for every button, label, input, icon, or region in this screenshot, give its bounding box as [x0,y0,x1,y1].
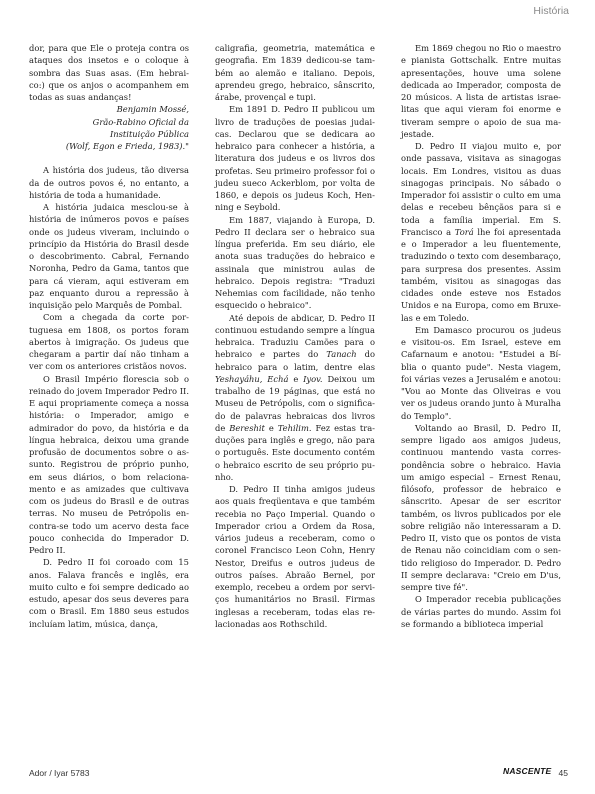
citation-author: Benjamin Mossé, [116,104,189,115]
text-run: lhe foi apresentada e o Imperador a leu fluentemente, traduzindo o texto com desembaraço, para surpresa dos presentes. Assim também, visitou as sinagogas das cidades onde esteve nos Estados Unidos e na Europa, como em Bruxelas e em Toledo. [401,226,561,323]
citation-institution: Instituição Pública [109,128,189,139]
book-title: Bereshit [229,422,265,433]
citation-source: (Wolf, Egon e Frieda, 1983)." [65,141,189,151]
paragraph: D. Pedro II foi coroado com 15 anos. Falava francês e inglês, era muito culto e foi sempre dedicado ao estudo, apesar dos seus deveres para com o Brasil. Em 1880 seus estudos incluíam latim, música, dança, [29,557,189,629]
paragraph: Com a chegada da corte portuguesa em 1808, os portos foram abertos à imigração. Os judeus que chegaram a partir daí não tinham a ver com os anteriores cristãos novos. [29,312,189,372]
paragraph: O Brasil Império florescia sob o reinado do jovem Imperador Pedro II. E aqui propriamente começa a nossa história: o Imperador, amigo e admirador do povo, da história e da língua hebraica, deixou uma grande profusão de documentos sobre o assunto. Registrou de próprio punho, em seus diários, o bom relacionamento e as amizades que cultivava com os judeus do Brasil e de outras terras. No museu de Petrópolis encontra-se todo um acervo desta face pouco conhecida do Imperador D. Pedro II. [29,373,189,555]
book-title: Torá [454,226,474,237]
paragraph: Em 1891 D. Pedro II publicou um livro de traduções de poesias judaicas. Declarou que se dedicara ao hebraico para conhecer a história, a literatura dos judeus e os livros dos profetas. Seu primeiro professor foi o judeu sueco Ackerblom, por volta de 1860, e depois os judeus Koch, Henning e Seybold. [215,104,375,213]
issue-date: Ador / Iyar 5783 [29,768,90,778]
paragraph: A história judaica mesclou-se à história de inúmeros povos e países onde os judeus viveram, incluindo o princípio da História do Brasil desde o descobrimento. Cabral, Fernando Noronha, Pedro da Gama, tantos que para cá vieram, aqui estiveram em paz enquanto durou a repressão à inquisição pelo Marquês de Pombal. [29,202,189,310]
paragraph: dor, para que Ele o proteja contra os ataques dos insetos e o coloque à sombra das Suas asas. (Em hebraico:) que os anjos o acompanhem em todas as suas andanças! [29,43,189,102]
paragraph: O Imperador recebia publicações de várias partes do mundo. Assim foi se formando a biblioteca imperial [401,594,561,629]
paragraph: Em 1887, viajando à Europa, D. Pedro II declara ser o hebraico sua língua preferida. Em seu diário, ele anota suas traduções do hebraico e assinala que ministrou aulas de hebraico. Depois registra: "Traduzi Nehemias com facilidade, não tenho esquecido o hebraico". [215,214,375,311]
paragraph: Em Damasco procurou os judeus e visitou-os. Em Israel, esteve em Cafarnaum e anotou: "Estudei a Bíblia o quanto pude". Nesta viagem, foi várias vezes a Jerusalém e anotou: "Vou ao Monte das Oliveiras e vou ver os judeus orando junto à Muralha do Templo". [401,324,561,421]
text-column-2 [215,42,375,630]
text-run: Deixou um trabalho de 19 páginas, que está no Museu de Petrópolis, com o significado de palavras hebraicas dos livros de [215,373,375,433]
text-run: Fez estas traduções para inglês e grego, não para o português. Este documento contém o hebraico escrito de seu próprio punho. [215,422,375,482]
citation-block [29,103,189,152]
text-column-1 [29,42,189,630]
text-run: e [268,422,274,433]
citation-title: Grão-Rabino Oficial da [92,116,189,127]
book-title: Tehilim. [277,422,312,433]
paragraph: Em 1869 chegou no Rio o maestro e pianista Gottschalk. Entre muitas apresentações, houve uma solene dedicada ao Imperador, composta de 20 músicos. A lista de artistas israelitas que aqui vieram foi enorme e tiveram sempre o apoio de sua majestade. [401,43,561,139]
book-title: Tanach [326,349,357,360]
text-column-3 [401,42,561,630]
paragraph: caligrafia, geometria, matemática e geografia. Em 1839 dedicou-se também ao alemão e italiano. Depois, aprendeu grego, hebraico, sânscrito, árabe, provençal e tupi. [215,43,375,102]
paragraph: A história dos judeus, tão diversa da de outros povos é, no entanto, a história de toda a humanidade. [29,165,189,200]
paragraph: Voltando ao Brasil, D. Pedro II, sempre ligado aos amigos judeus, continuou mantendo vasta correspondência sobre o hebraico. Havia um amigo especial – Ernest Renau, filósofo, professor de hebraico e sânscrito. Apesar de ser escritor também, os livros publicados por ele sobre religião não interessaram a D. Pedro II, visto que os pontos de vista de Renau não coincidiam com o sentido religioso do Imperador. D. Pedro II sempre declarava: "Creio em D'us, sempre tive fé". [401,422,561,592]
book-title: Iyov. [303,373,323,384]
section-title: História [533,5,569,17]
magazine-logo: NASCENTE [503,766,552,776]
paragraph: D. Pedro II tinha amigos judeus aos quais freqüentava e que também recebia no Paço Imperial. Quando o Imperador criou a Ordem da Rosa, vários judeus a receberam, como o coronel Francisco Leon Cohn, Henry Nestor, Dreifus e outros judeus de outros países. Abraão Bernel, por exemplo, recebeu a ordem por serviços humanitários no Brasil. Firmas inglesas a receberam, todas elas relacionadas aos Rothschild. [215,484,375,629]
paragraph [215,312,375,484]
text-run: do hebraico para o latim, dentre elas [215,349,375,372]
text-run: e [293,373,299,384]
text-run: D. Pedro II viajou muito e, por onde passava, visitava as sinagogas locais. Em Londres, visitou as duas sinagogas principais. No sábado o Imperador foi assistir o culto em uma delas e recebeu bênçãos para si e toda a família imperial. Em S. Francisco a [401,141,561,237]
book-title: Yeshayáhu, Echá [215,373,289,384]
paragraph [401,140,561,324]
page-number: 45 [558,768,568,778]
text-run: Até depois de abdicar, D. Pedro II continuou estudando sempre a língua hebraica. Traduziu Camões para o hebraico e partes do [215,312,375,360]
